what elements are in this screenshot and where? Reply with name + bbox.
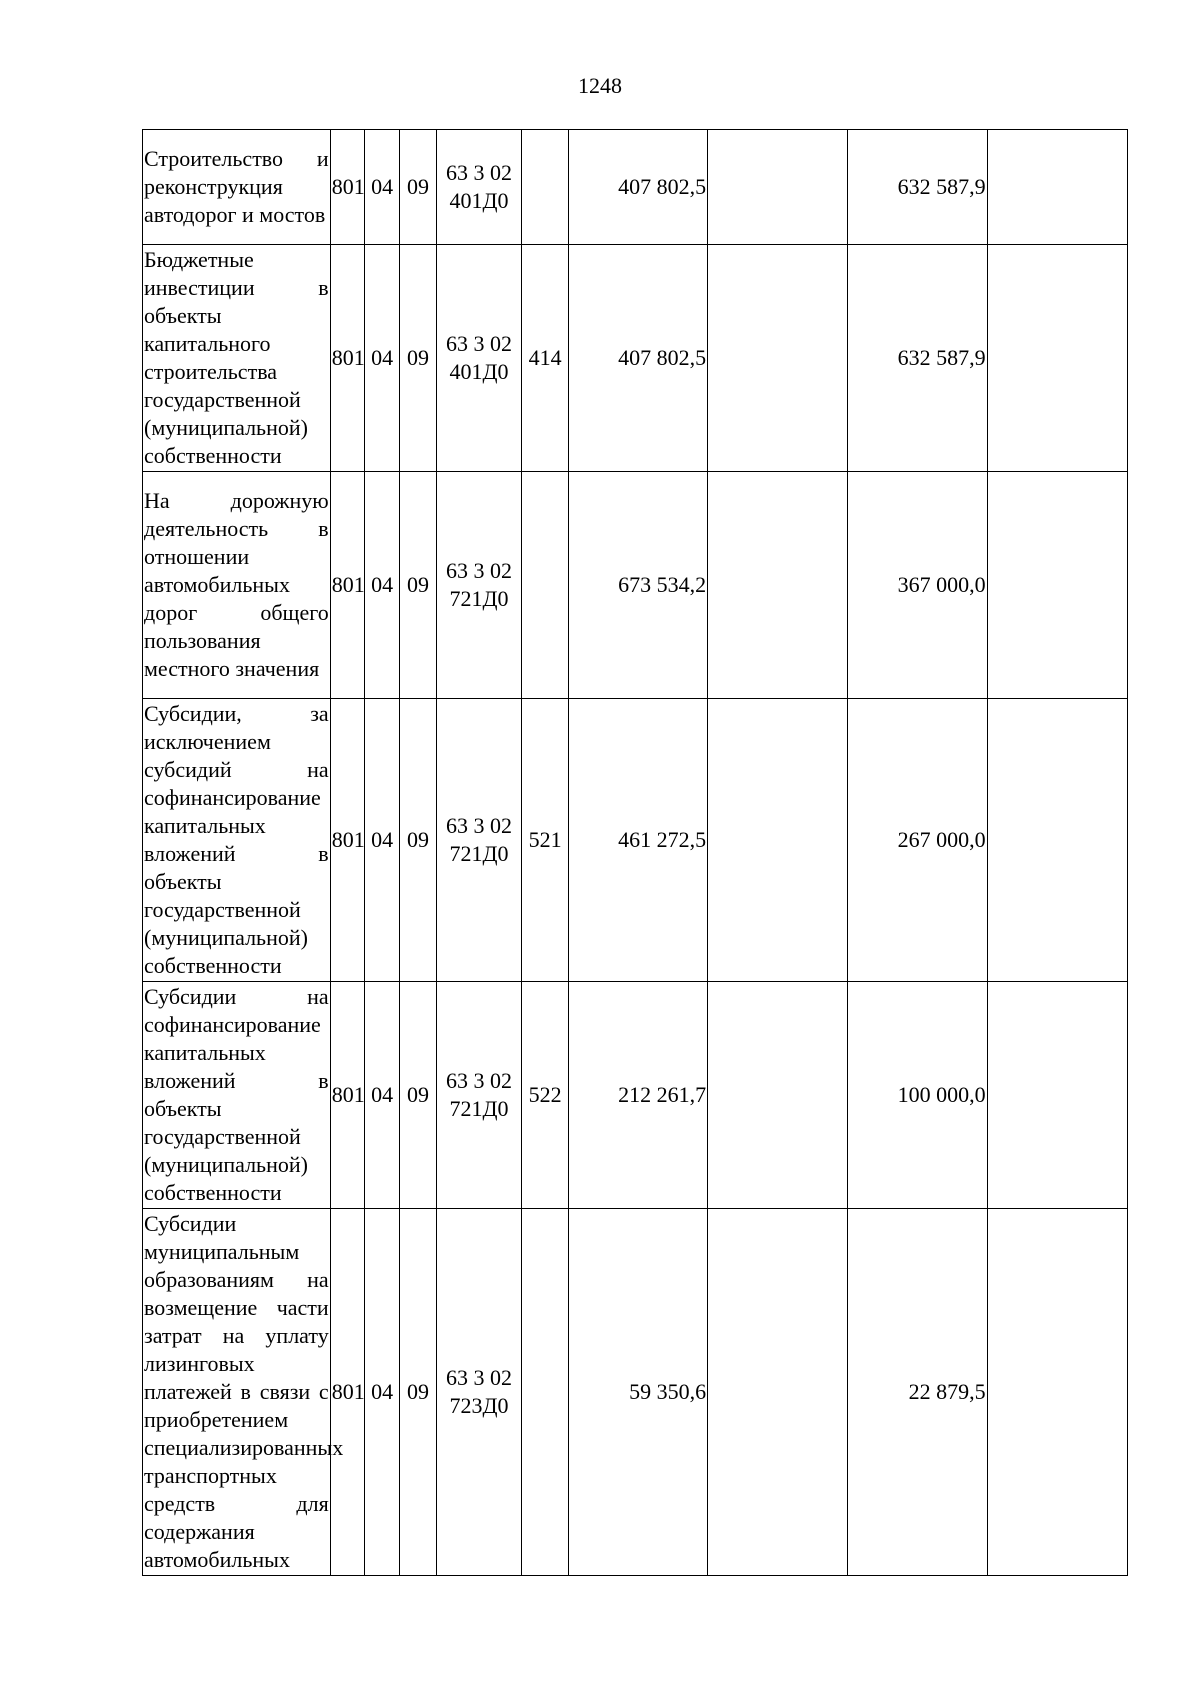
section-code: 04 — [365, 130, 400, 245]
table-row — [143, 699, 1128, 982]
subsection-code: 09 — [400, 1209, 436, 1576]
amount-cell — [987, 130, 1127, 245]
page-number: 1248 — [578, 73, 622, 98]
table-row — [143, 1209, 1128, 1576]
amount-cell — [987, 245, 1127, 472]
row-name: Строительство и реконструкция автодорог и мостов — [143, 130, 331, 245]
amount-cell: 673 534,2 — [568, 472, 707, 699]
amount-cell — [708, 245, 848, 472]
row-name: Субсидии муниципальным образованиям на возмещение части затрат на уплату лизинговых платежей в связи с приобретением специализированных транспортных средств для содержания автомобильных — [143, 1209, 331, 1576]
table-row — [143, 982, 1128, 1209]
table-row — [143, 130, 1128, 245]
amount-cell: 407 802,5 — [568, 130, 707, 245]
amount-cell: 632 587,9 — [848, 245, 987, 472]
grbs-code: 801 — [330, 472, 364, 699]
amount-cell — [708, 699, 848, 982]
amount-cell: 22 879,5 — [848, 1209, 987, 1576]
target-article-code: 63 3 02 721Д0 — [436, 472, 522, 699]
expense-type-code — [522, 1209, 568, 1576]
row-name: Субсидии, за исключением субсидий на софинансирование капитальных вложений в объекты государственной (муниципальной) собственности — [143, 699, 331, 982]
amount-cell — [708, 130, 848, 245]
grbs-code: 801 — [330, 982, 364, 1209]
amount-cell — [987, 472, 1127, 699]
amount-cell: 59 350,6 — [568, 1209, 707, 1576]
subsection-code: 09 — [400, 699, 436, 982]
amount-cell — [708, 982, 848, 1209]
expense-type-code: 414 — [522, 245, 568, 472]
subsection-code: 09 — [400, 472, 436, 699]
expense-type-code — [522, 472, 568, 699]
amount-cell: 212 261,7 — [568, 982, 707, 1209]
section-code: 04 — [365, 245, 400, 472]
grbs-code: 801 — [330, 699, 364, 982]
budget-table — [142, 129, 1128, 1576]
amount-cell — [987, 982, 1127, 1209]
amount-cell: 632 587,9 — [848, 130, 987, 245]
section-code: 04 — [365, 1209, 400, 1576]
grbs-code: 801 — [330, 245, 364, 472]
table-row — [143, 472, 1128, 699]
subsection-code: 09 — [400, 245, 436, 472]
amount-cell: 407 802,5 — [568, 245, 707, 472]
target-article-code: 63 3 02 401Д0 — [436, 245, 522, 472]
grbs-code: 801 — [330, 1209, 364, 1576]
row-name: Субсидии на софинансирование капитальных вложений в объекты государственной (муниципальной) собственности — [143, 982, 331, 1209]
target-article-code: 63 3 02 721Д0 — [436, 699, 522, 982]
amount-cell: 461 272,5 — [568, 699, 707, 982]
amount-cell: 267 000,0 — [848, 699, 987, 982]
table-row — [143, 245, 1128, 472]
amount-cell — [708, 472, 848, 699]
expense-type-code: 522 — [522, 982, 568, 1209]
section-code: 04 — [365, 472, 400, 699]
grbs-code: 801 — [330, 130, 364, 245]
amount-cell: 100 000,0 — [848, 982, 987, 1209]
row-name: На дорожную деятельность в отношении автомобильных дорог общего пользования местного значения — [143, 472, 331, 699]
subsection-code: 09 — [400, 130, 436, 245]
row-name: Бюджетные инвестиции в объекты капитального строительства государственной (муниципальной) собственности — [143, 245, 331, 472]
amount-cell — [987, 699, 1127, 982]
amount-cell — [987, 1209, 1127, 1576]
expense-type-code: 521 — [522, 699, 568, 982]
amount-cell: 367 000,0 — [848, 472, 987, 699]
expense-type-code — [522, 130, 568, 245]
target-article-code: 63 3 02 401Д0 — [436, 130, 522, 245]
section-code: 04 — [365, 982, 400, 1209]
amount-cell — [708, 1209, 848, 1576]
target-article-code: 63 3 02 721Д0 — [436, 982, 522, 1209]
section-code: 04 — [365, 699, 400, 982]
subsection-code: 09 — [400, 982, 436, 1209]
target-article-code: 63 3 02 723Д0 — [436, 1209, 522, 1576]
